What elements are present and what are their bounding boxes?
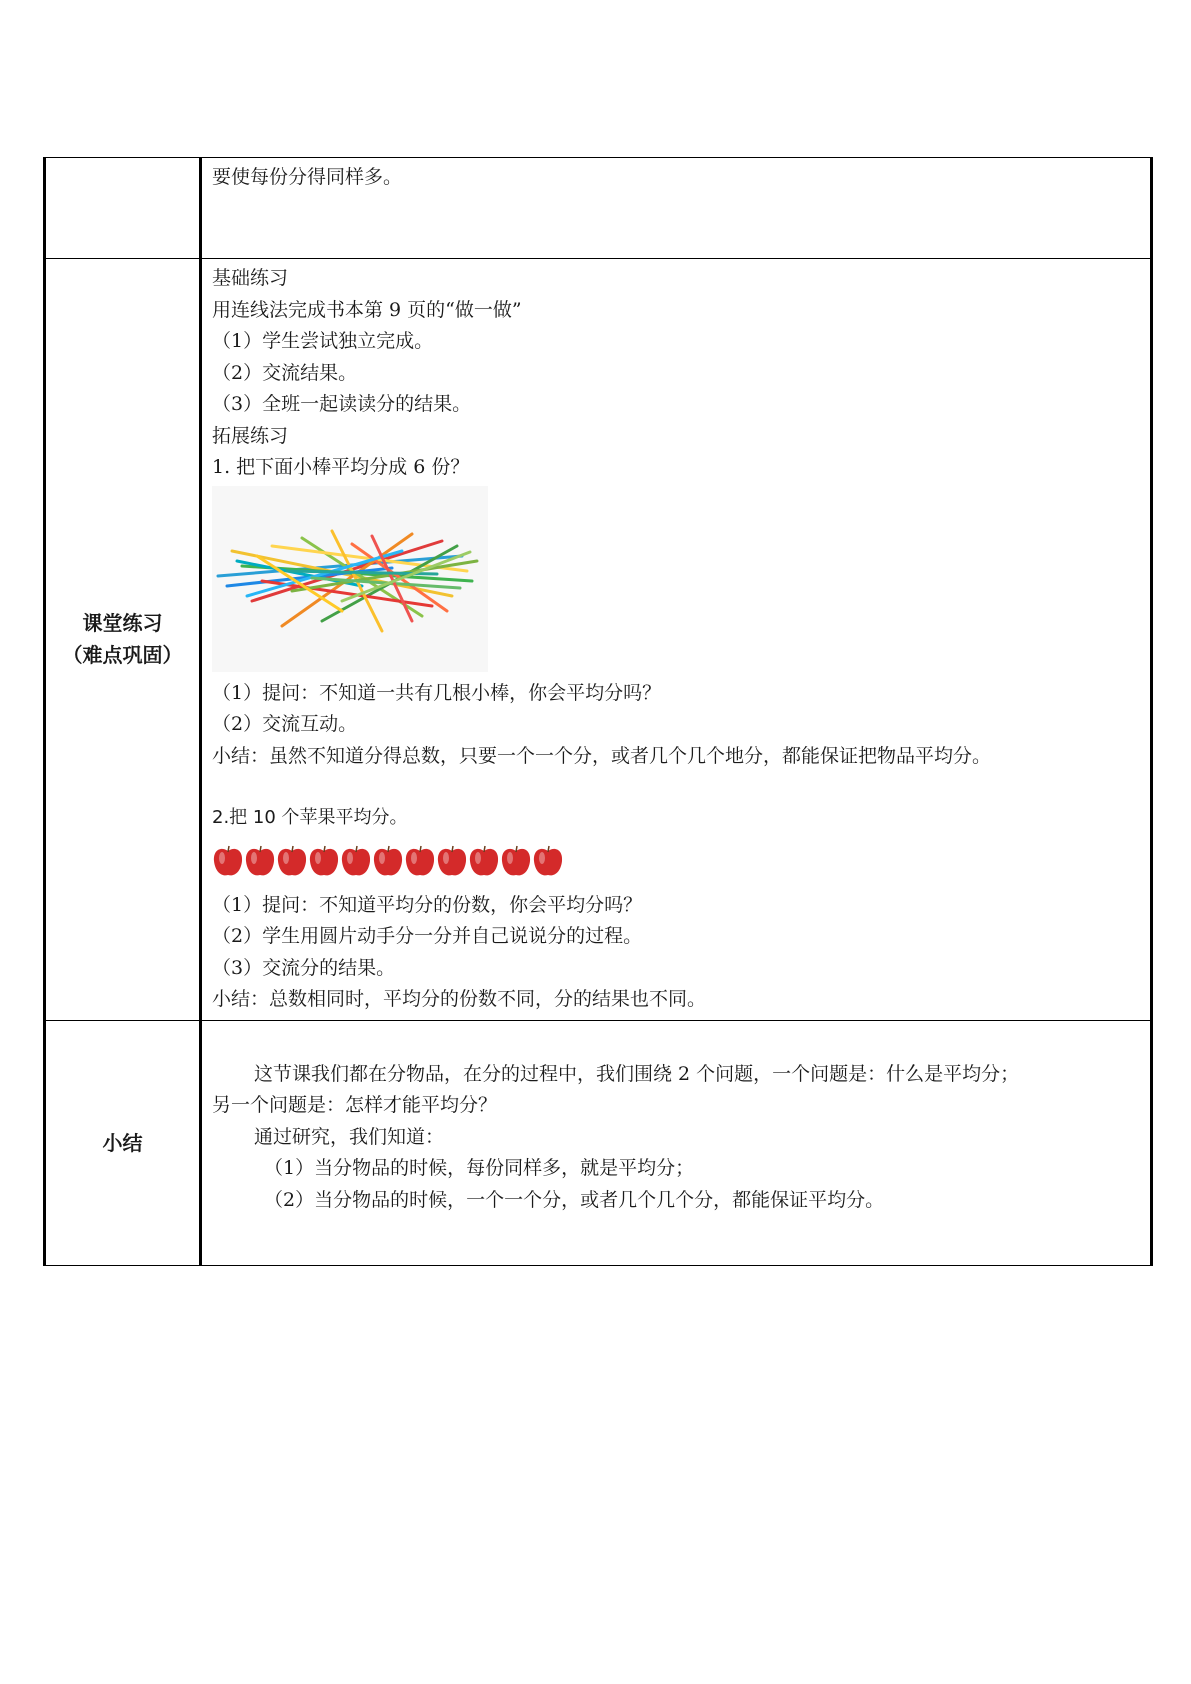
summary-point: （2）当分物品的时候，一个一个分，或者几个几个分，都能保证平均分。 <box>264 1188 885 1211</box>
spacer <box>212 772 1140 802</box>
red-apple-icon <box>436 843 468 879</box>
practice-label-line2: （难点巩固） <box>62 643 183 668</box>
q1-step: （1）提问：不知道一共有几根小棒，你会平均分吗？ <box>212 681 662 704</box>
red-apple-icon <box>500 843 532 879</box>
basic-step: （3）全班一起读读分的结果。 <box>212 393 472 415</box>
summary-para2: 通过研究，我们知道： <box>254 1125 445 1148</box>
content-cell-intro <box>201 158 1152 259</box>
practice-label-line1: 课堂练习 <box>82 611 163 636</box>
q1-step: （2）交流互动。 <box>212 713 358 735</box>
red-apple-icon <box>404 843 436 879</box>
summary-point: （1）当分物品的时候，每份同样多，就是平均分； <box>264 1157 695 1179</box>
summary-para1-line1: 这节课我们都在分物品，在分的过程中，我们围绕 2 个问题，一个问题是：什么是平均分； <box>254 1062 1020 1085</box>
content-cell-summary <box>201 1020 1152 1265</box>
basic-heading: 基础练习 <box>212 267 289 289</box>
q2-summary: 小结：总数相同时，平均分的份数不同，分的结果也不同。 <box>212 988 707 1010</box>
table-row-intro <box>45 158 1152 259</box>
summary-label: 小结 <box>102 1130 143 1155</box>
q1-summary: 小结：虽然不知道分得总数，只要一个一个分，或者几个几个地分，都能保证把物品平均分。 <box>212 744 992 767</box>
summary-para1-line2: 另一个问题是：怎样才能平均分？ <box>212 1094 498 1116</box>
q2-step: （1）提问：不知道平均分的份数，你会平均分吗？ <box>212 893 643 916</box>
red-apple-icon <box>276 843 308 879</box>
table-row-summary <box>45 1020 1152 1265</box>
label-cell-empty <box>45 158 201 259</box>
red-apple-icon <box>532 843 564 879</box>
red-apple-icon <box>244 843 276 879</box>
q2-step: （3）交流分的结果。 <box>212 956 396 979</box>
extend-heading: 拓展练习 <box>212 424 289 447</box>
content-cell-practice <box>201 259 1152 1021</box>
label-cell-summary <box>45 1020 201 1265</box>
red-apple-icon <box>372 843 404 879</box>
spacer <box>212 1025 1140 1059</box>
basic-step: （2）交流结果。 <box>212 361 358 384</box>
table-row-practice <box>45 259 1152 1021</box>
basic-intro: 用连线法完成书本第 9 页的“做一做” <box>212 298 522 321</box>
intro-text: 要使每份分得同样多。 <box>212 166 403 188</box>
label-cell-practice <box>45 259 201 1021</box>
question-2: 2.把 10 个苹果平均分。 <box>212 807 408 828</box>
red-apple-icon <box>212 843 244 879</box>
red-apple-icon <box>308 843 340 879</box>
red-apple-icon <box>340 843 372 879</box>
basic-step: （1）学生尝试独立完成。 <box>212 330 434 352</box>
apples-image-row <box>212 840 1140 882</box>
lesson-table <box>43 157 1153 1266</box>
colorful-sticks-photo <box>212 486 488 672</box>
question-1: 1. 把下面小棒平均分成 6 份？ <box>212 456 470 478</box>
red-apple-icon <box>468 843 500 879</box>
q2-step: （2）学生用圆片动手分一分并自己说说分的过程。 <box>212 925 643 947</box>
